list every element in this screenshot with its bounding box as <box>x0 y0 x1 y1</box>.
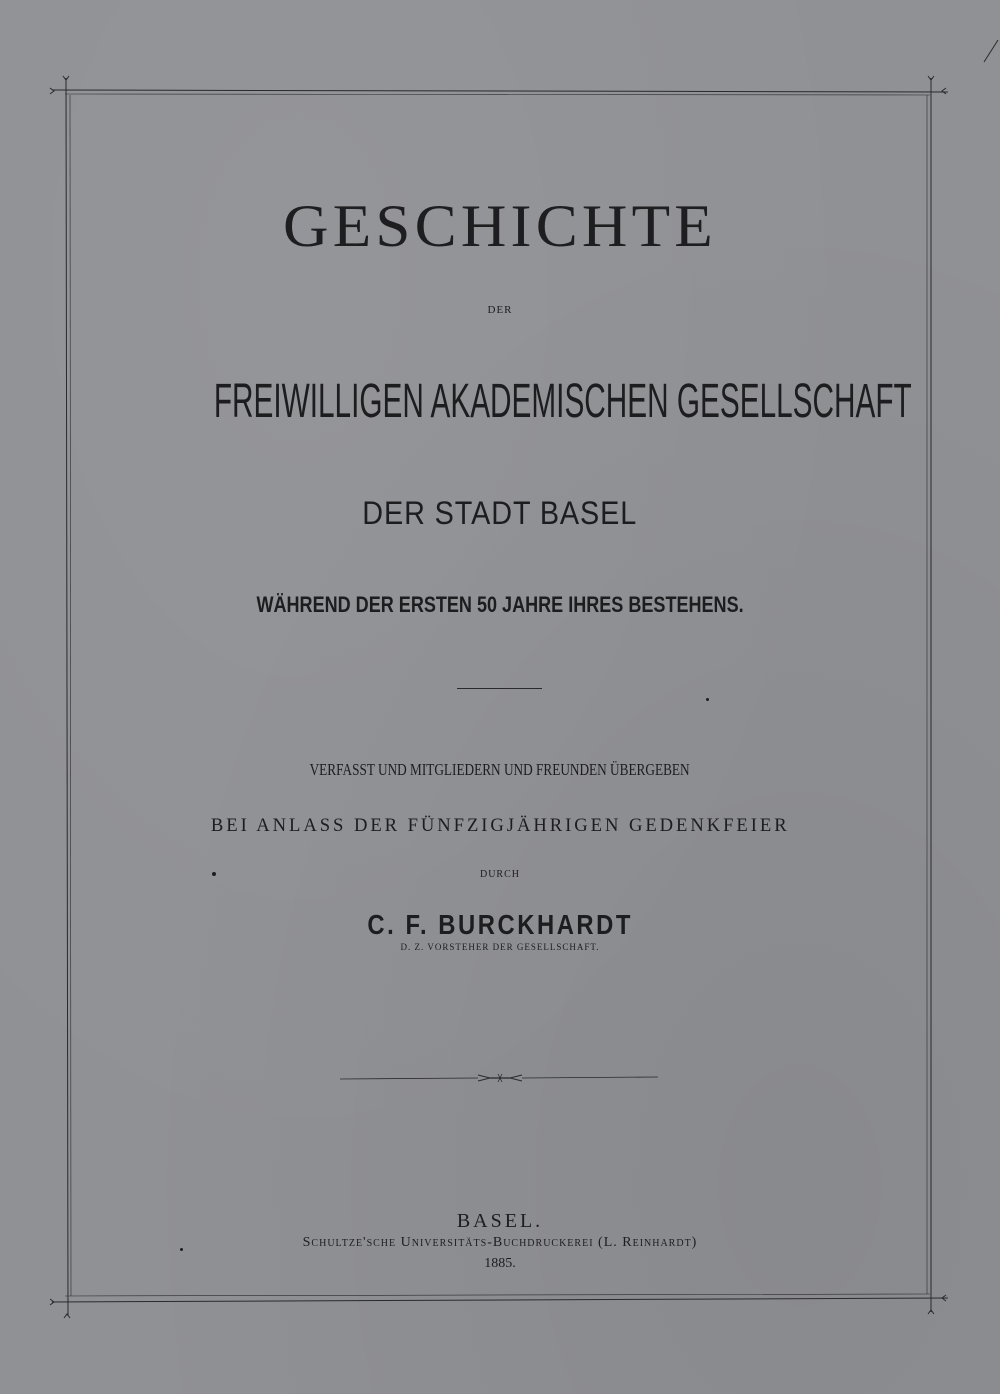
period-subtitle-text: WÄHREND DER ERSTEN 50 JAHRE IHRES BESTEHENS. <box>256 592 744 617</box>
dedication-text: VERFASST UND MITGLIEDERN UND FREUNDEN ÜBERGEBEN <box>309 760 691 779</box>
by-line: DURCH <box>479 869 520 880</box>
ink-speck <box>706 698 709 701</box>
connector-der: DER <box>487 304 513 316</box>
main-title: GESCHICHTE <box>282 193 718 259</box>
imprint-printer: Schultze'sche Universitäts-Buchdruckerei (L. Reinhardt) <box>302 1235 698 1250</box>
society-title-text: FREIWILLIGEN AKADEMISCHEN GESELLSCHAFT <box>213 375 912 428</box>
imprint-place: BASEL. <box>456 1210 544 1232</box>
author-role: D. Z. VORSTEHER DER GESELLSCHAFT. <box>400 942 600 952</box>
ornament-rule <box>340 1068 660 1088</box>
period-subtitle <box>0 592 1000 618</box>
city-title <box>0 495 1000 532</box>
divider-rule <box>457 688 542 689</box>
author-name <box>0 909 1000 941</box>
imprint-year: 1885. <box>484 1256 516 1271</box>
ink-speck <box>212 872 216 876</box>
city-title-text: DER STADT BASEL <box>362 495 638 531</box>
society-title <box>0 372 1000 432</box>
occasion-line <box>0 815 1000 837</box>
ink-speck <box>180 1248 183 1251</box>
dedication-line <box>0 760 1000 780</box>
occasion-text: BEI ANLASS DER FÜNFZIGJÄHRIGEN GEDENKFEIER <box>210 815 790 836</box>
author-name-text: C. F. BURCKHARDT <box>367 909 633 940</box>
